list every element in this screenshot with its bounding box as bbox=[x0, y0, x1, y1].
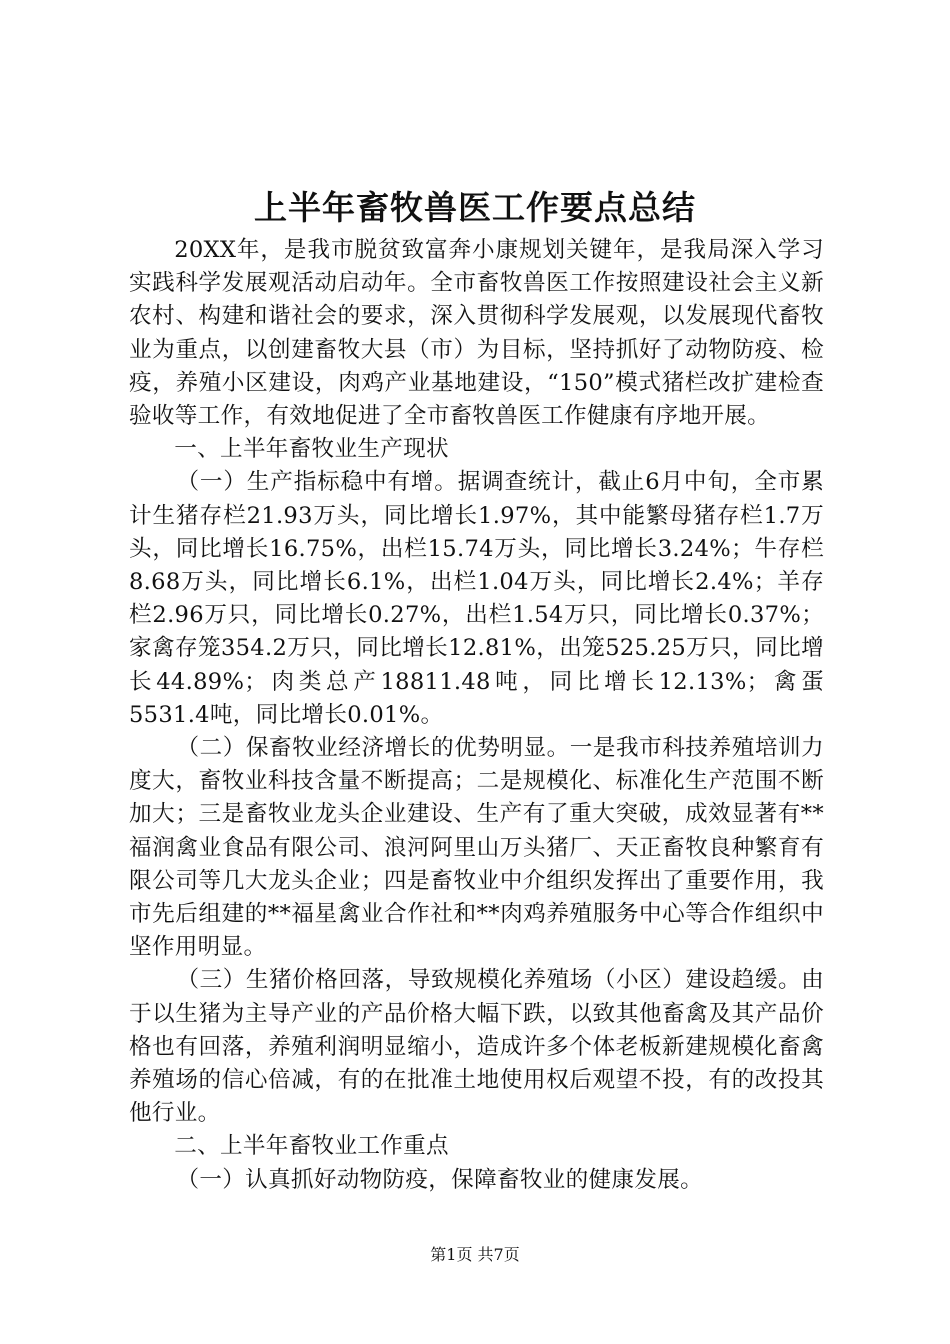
paragraph-epidemic-prevention: （一）认真抓好动物防疫，保障畜牧业的健康发展。 bbox=[176, 1166, 704, 1193]
paragraph-economic-growth: （二）保畜牧业经济增长的优势明显。一是我市科技养殖培训力度大，畜牧业科技含量不断提高；二是规模化、标准化生产范围不断加大；三是畜牧业龙头企业建设、生产有了重大突破，成效显著有**福润禽业食品有限公司、浪河阿里山万头猪厂、天正畜牧良种繁育有限公司等几大龙头企业；四是畜牧业中介组织发挥出了重要作用，我市先后组建的**福星禽业合作社和**肉鸡养殖服务中心等合作组织中坚作用明显。 bbox=[129, 735, 824, 961]
document-body bbox=[129, 234, 824, 1197]
paragraph-production-indicators: （一）生产指标稳中有增。据调查统计，截止6月中旬，全市累计生猪存栏21.93万头，同比增长1.97%，其中能繁母猪存栏1.7万头，同比增长16.75%，出栏15.74万头，同比增长3.24%；牛存栏8.68万头，同比增长6.1%，出栏1.04万头，同比增长2.4%；羊存栏2.96万只，同比增长0.27%，出栏1.54万只，同比增长0.37%；家禽存笼354.2万只，同比增长12.81%，出笼525.25万只，同比增长44.89%；肉类总产18811.48吨，同比增长12.13%；禽蛋5531.4吨，同比增长0.01%。 bbox=[129, 469, 824, 728]
paragraph-price-decline: （三）生猪价格回落，导致规模化养殖场（小区）建设趋缓。由于以生猪为主导产业的产品价格大幅下跌，以致其他畜禽及其产品价格也有回落，养殖利润明显缩小，造成许多个体老板新建规模化畜禽养殖场的信心倍减，有的在批准土地使用权后观望不投，有的改投其他行业。 bbox=[129, 967, 824, 1127]
section-heading-1: 一、上半年畜牧业生产现状 bbox=[174, 436, 449, 463]
document-title: 上半年畜牧兽医工作要点总结 bbox=[254, 188, 696, 227]
intro-paragraph: 20XX年，是我市脱贫致富奔小康规划关键年，是我局深入学习实践科学发展观活动启动年。全市畜牧兽医工作按照建设社会主义新农村、构建和谐社会的要求，深入贯彻科学发展观，以发展现代畜牧业为重点，以创建畜牧大县（市）为目标，坚持抓好了动物防疫、检疫，养殖小区建设，肉鸡产业基地建设，“150”模式猪栏改扩建检查验收等工作，有效地促进了全市畜牧兽医工作健康有序地开展。 bbox=[129, 237, 824, 430]
page-footer bbox=[0, 1245, 950, 1265]
page-number: 第1页 bbox=[430, 1245, 473, 1264]
page-total: 共7页 bbox=[477, 1245, 520, 1264]
section-heading-2: 二、上半年畜牧业工作重点 bbox=[174, 1133, 449, 1160]
